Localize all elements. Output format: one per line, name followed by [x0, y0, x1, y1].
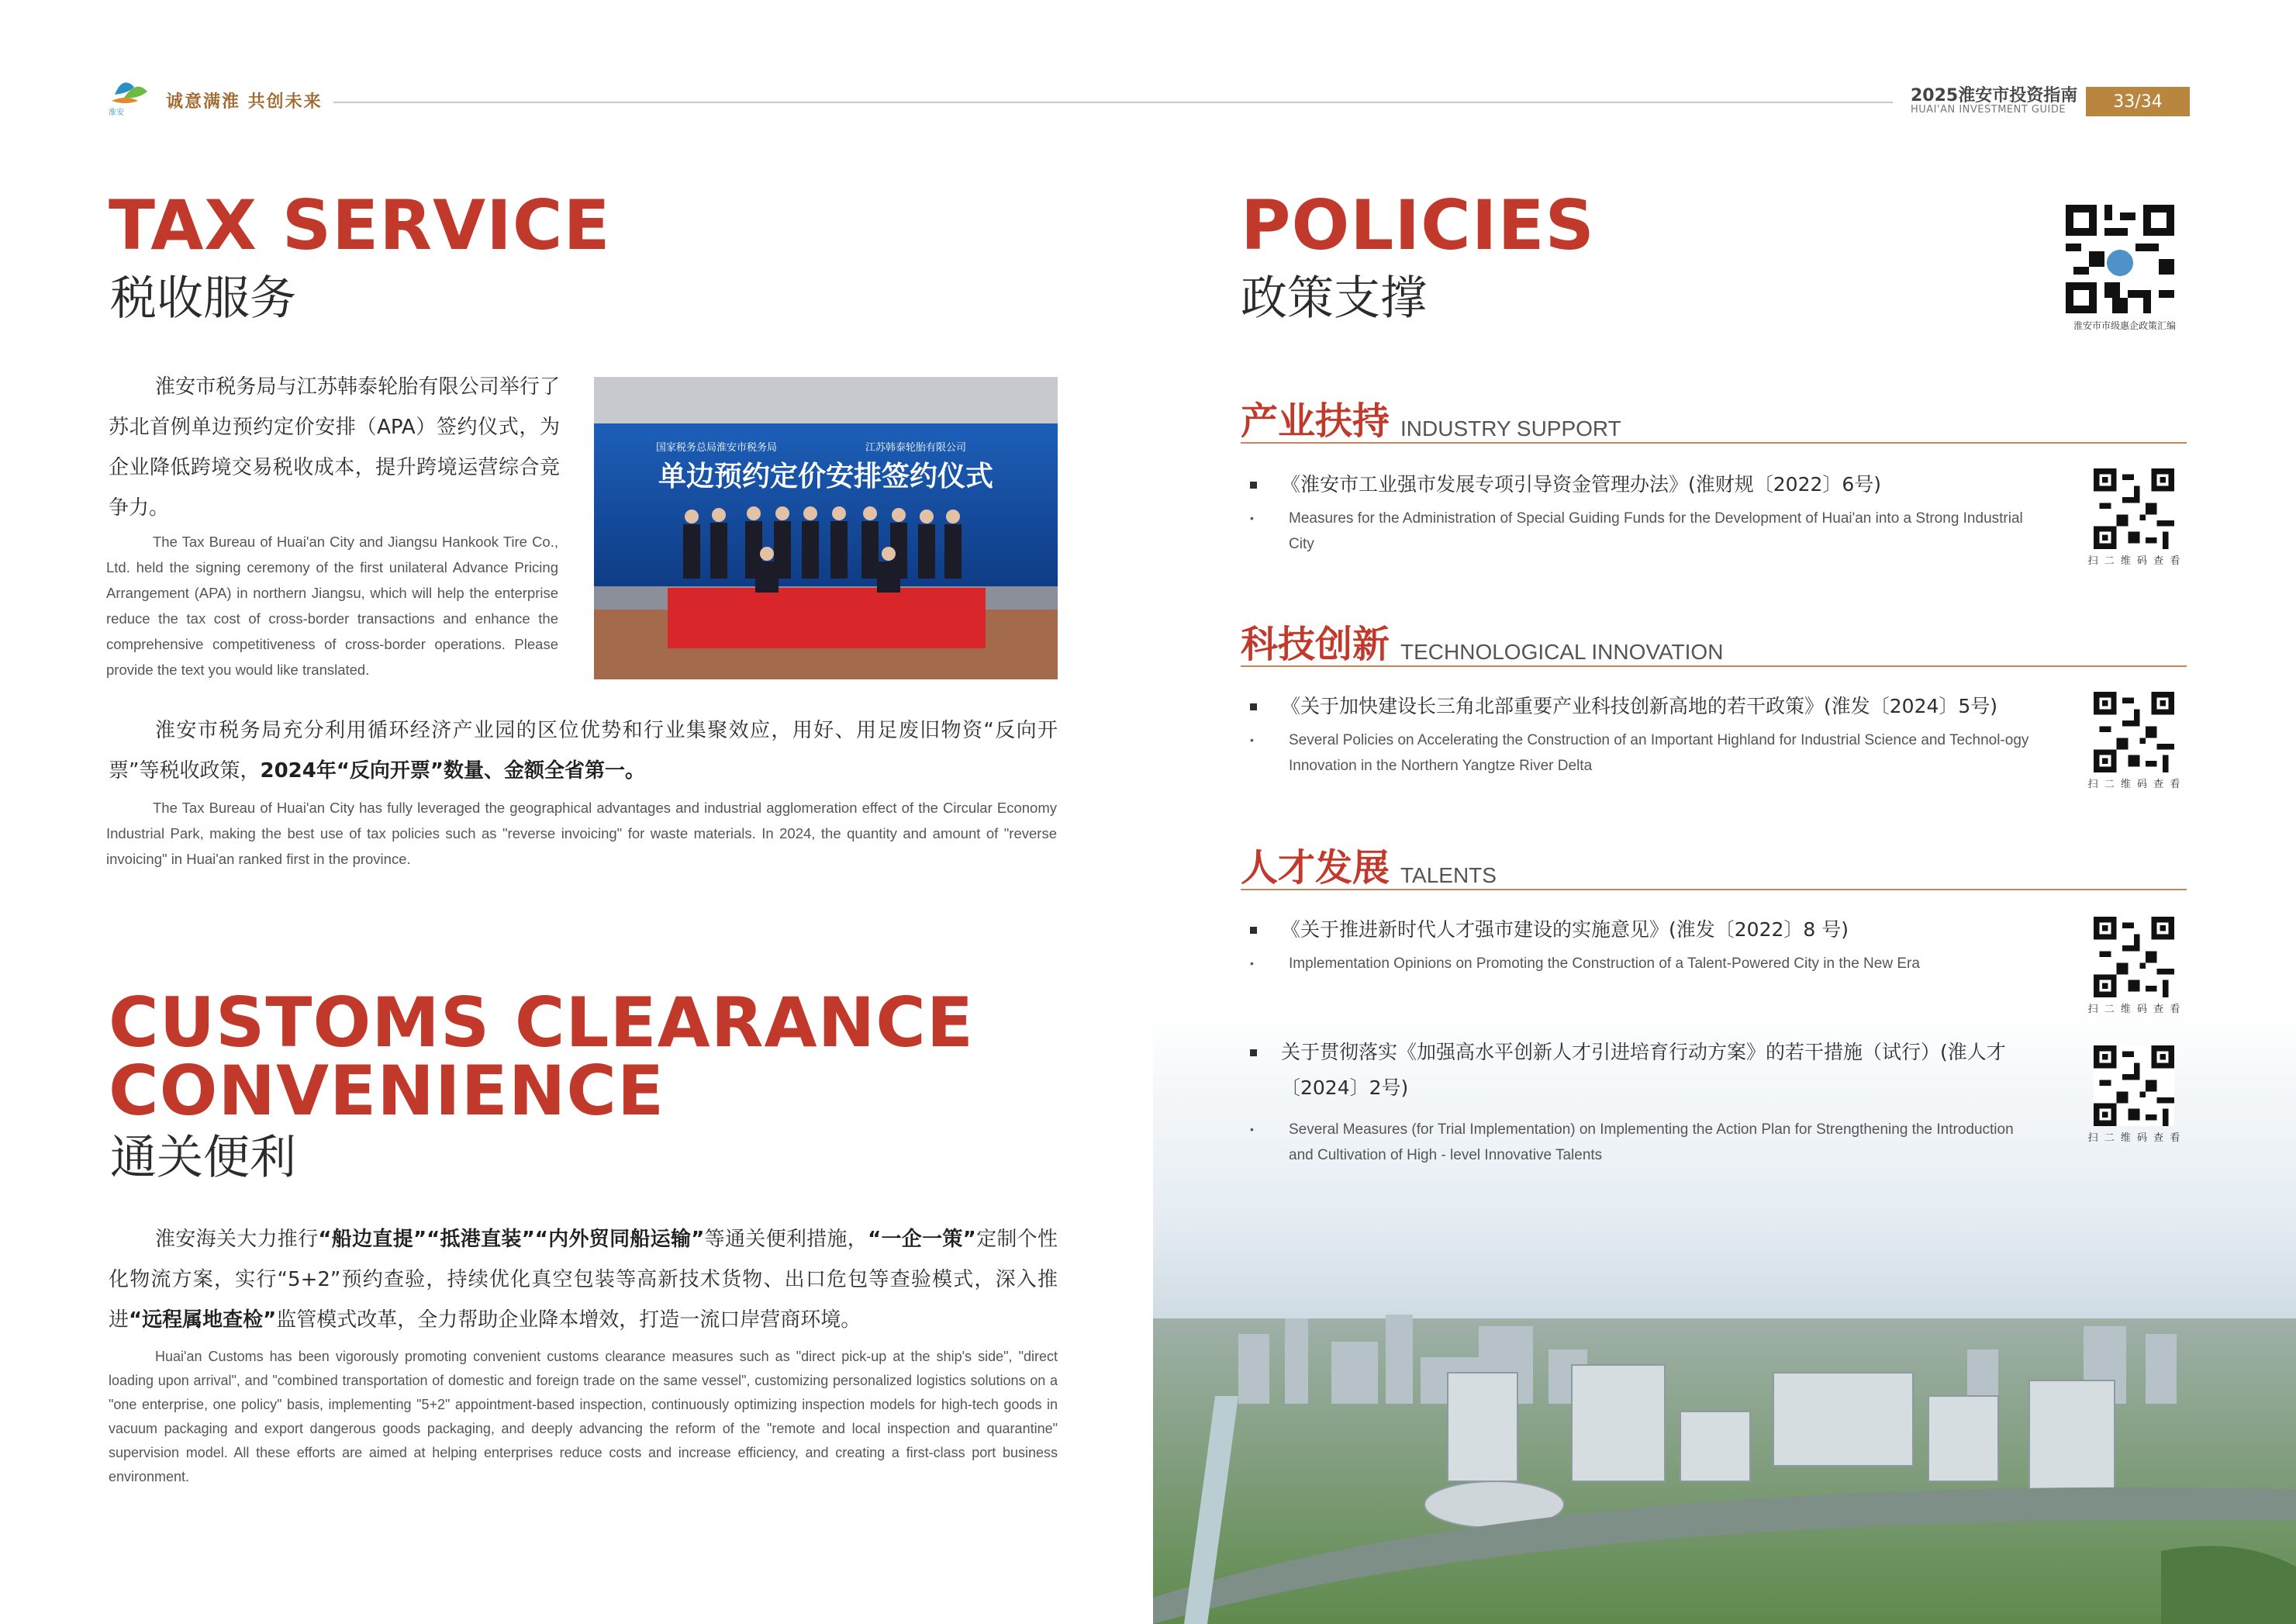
policy-qr-caption: 扫 二 维 码 查 看 — [2087, 555, 2182, 567]
customs-text-1: 淮安海关大力推行 — [155, 1228, 319, 1251]
customs-text-3: 定制个性化物流方案，实行“5+2”预约查验，持续优化真空包装等高新技术货物、出口危包等查验模式，深入推进 — [109, 1228, 1058, 1332]
customs-title-zh: 通关便利 — [110, 1131, 296, 1185]
policy-item — [1250, 689, 2049, 779]
policy-qr-caption: 扫 二 维 码 查 看 — [2087, 779, 2182, 790]
policy-qr-caption: 扫 二 维 码 查 看 — [2087, 1132, 2182, 1144]
policy-compilation-qr-code[interactable] — [2066, 205, 2174, 313]
header-slogan: 诚意满淮 共创未来 — [166, 92, 323, 112]
policy-qr-code[interactable] — [2094, 1045, 2174, 1126]
policy-title-zh: 《关于加快建设长三角北部重要产业科技创新高地的若干政策》(淮发〔2024〕5号) — [1250, 689, 2049, 724]
logo-icon — [107, 71, 152, 116]
policy-qr-caption: 扫 二 维 码 查 看 — [2087, 1004, 2182, 1015]
policy-title-zh: 《关于推进新时代人才强市建设的实施意见》(淮发〔2022〕8 号) — [1250, 912, 2049, 948]
customs-bold-1: “船边直提”“抵港直装”“内外贸同船运输” — [318, 1228, 705, 1251]
policy-qr-code[interactable] — [2094, 692, 2174, 772]
section-title-zh: 科技创新 — [1241, 623, 1390, 666]
policies-title-zh: 政策支撑 — [1241, 271, 1427, 326]
photo-org-left: 国家税务总局淮安市税务局 — [656, 442, 778, 454]
header-divider — [333, 102, 1893, 103]
section-title-zh: 人才发展 — [1241, 846, 1390, 890]
customs-text-4: 监管模式改革，全力帮助企业降本增效，打造一流口岸营商环境。 — [276, 1308, 861, 1332]
guide-subtitle: HUAI'AN INVESTMENT GUIDE — [1911, 104, 2066, 116]
policy-item — [1250, 467, 2049, 557]
section-title-en: INDUSTRY SUPPORT — [1400, 416, 1621, 441]
policy-title-en: • Implementation Opinions on Promoting the Construction of a Talent-Powered City in the New Era — [1250, 951, 2033, 976]
policy-title-zh: 《淮安市工业强市发展专项引导资金管理办法》(淮财规〔2022〕6号) — [1250, 467, 2049, 503]
policy-title-en: • Measures for the Administration of Special Guiding Funds for the Development of Huai'an into a Strong Industrial City — [1250, 506, 2033, 557]
tax-paragraph-1-en: The Tax Bureau of Huai'an City and Jiangsu Hankook Tire Co., Ltd. held the signing ceremony of the first unilateral Advance Pricing Arrangement (APA) in northern Jiangsu, which will help the enterprise reduce the tax cost of cross-border transactions and enhance the comprehensive competitiveness of cross-border operations. Please provide the text you would like translated. — [106, 534, 558, 678]
policy-compilation-qr-caption: 淮安市市级惠企政策汇编 — [2073, 320, 2176, 331]
page-number: 33/34 — [2086, 87, 2190, 116]
section-talents — [1241, 838, 2187, 890]
policy-item — [1250, 912, 2049, 976]
photo-banner: 单边预约定价安排签约仪式 — [658, 461, 994, 492]
tax-title-en: TAX SERVICE — [109, 185, 611, 265]
section-industry-support — [1241, 391, 2187, 444]
customs-text-2: 等通关便利措施， — [704, 1228, 868, 1251]
customs-bold-2: “一企一策” — [868, 1228, 976, 1251]
tax-p2-text: 淮安市税务局充分利用循环经济产业园的区位优势和行业集聚效应，用好、用足废旧物资“反向开票”等税收政策， — [109, 719, 1058, 783]
policy-title-en: • Several Policies on Accelerating the Construction of an Important Highland for Industrial Science and Technol-ogy Innovation in the Northern Yangtze River Delta — [1250, 727, 2033, 779]
policy-title-zh: 关于贯彻落实《加强高水平创新人才引进培育行动方案》的若干措施（试行）(淮人才〔2024〕2号) — [1250, 1035, 2018, 1106]
policy-title-en: • Several Measures (for Trial Implementation) on Implementing the Action Plan for Strengthening the Introduction and Cultivation of High - level Innovative Talents — [1250, 1117, 2033, 1168]
tax-p2-highlight: 2024年“反向开票”数量、金额全省第一。 — [260, 759, 646, 783]
guide-title: 2025淮安市投资指南 — [1911, 86, 2078, 105]
section-title-en: TALENTS — [1400, 863, 1497, 887]
tax-paragraph-2-zh — [109, 710, 1058, 791]
policy-qr-code[interactable] — [2094, 917, 2174, 997]
customs-paragraph-zh — [109, 1219, 1058, 1340]
tax-paragraph-2-en: The Tax Bureau of Huai'an City has fully leveraged the geographical advantages and industrial agglomeration effect of the Circular Economy Industrial Park, making the best use of tax policies such as "reverse invoicing" for waste materials. In 2024, the quantity and amount of "reverse invoicing" in Huai'an ranked first in the province. — [106, 800, 1057, 867]
photo-org-right: 江苏韩泰轮胎有限公司 — [865, 442, 967, 454]
section-title-zh: 产业扶持 — [1241, 399, 1390, 443]
tax-title-zh: 税收服务 — [110, 271, 296, 326]
customs-paragraph-en: Huai'an Customs has been vigorously promoting convenient customs clearance measures such as "direct pick-up at the ship's side", "direct loading upon arrival", and "combined transportation of domestic and foreign trade on the same vessel", customizing personalized logistics solutions on a "one enterprise, one policy" basis, implementing "5+2" appointment-based inspection, continuously optimizing inspection models for high-tech goods in vacuum packaging and export dangerous goods packaging, and deeply advancing the reform of the "remote and local inspection and quarantine" supervision model. All these efforts are aimed at helping enterprises reduce costs and increase efficiency, and creating a first-class port business environment. — [109, 1349, 1058, 1484]
policies-title-en: POLICIES — [1241, 185, 1595, 265]
customs-title-en-line2: CONVENIENCE — [109, 1051, 665, 1131]
customs-bold-3: “远程属地查检” — [129, 1308, 277, 1332]
policy-item — [1250, 1035, 2033, 1168]
tax-paragraph-1-zh: 淮安市税务局与江苏韩泰轮胎有限公司举行了苏北首例单边预约定价安排（APA）签约仪式，为企业降低跨境交易税收成本，提升跨境运营综合竞争力。 — [109, 375, 560, 520]
policy-qr-code[interactable] — [2094, 468, 2174, 549]
svg-text:淮安: 淮安 — [109, 109, 124, 116]
section-technological-innovation — [1241, 614, 2187, 667]
customs-title-en-line1: CUSTOMS CLEARANCE — [109, 983, 974, 1063]
signing-ceremony-photo — [594, 377, 1058, 679]
section-title-en: TECHNOLOGICAL INNOVATION — [1400, 640, 1724, 664]
